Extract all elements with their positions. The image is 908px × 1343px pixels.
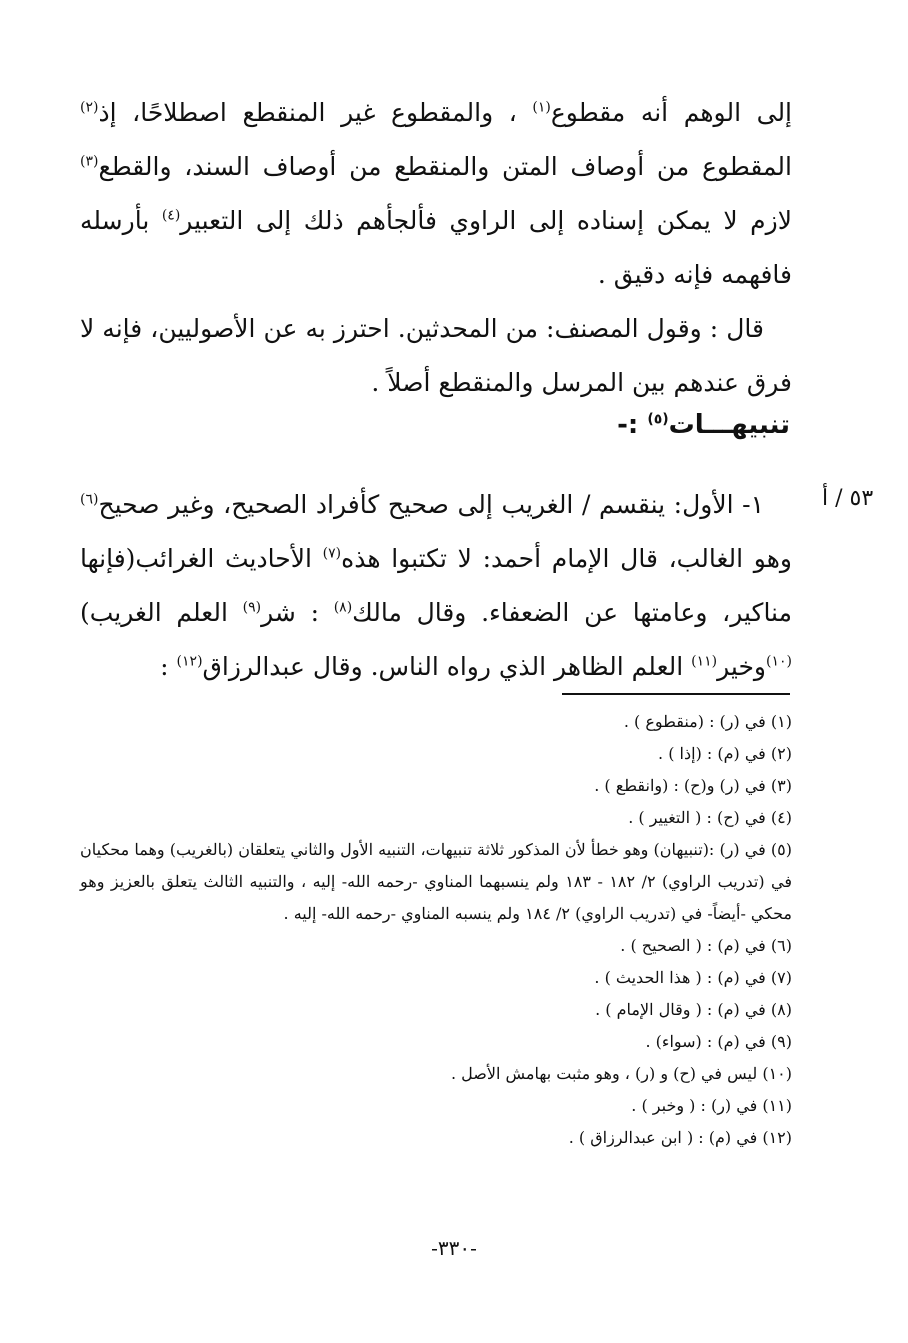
footnote-divider [562, 693, 790, 695]
paragraph-continuation [80, 86, 792, 302]
footnote-ref: (٩) [242, 599, 262, 616]
paragraph-qala [80, 302, 792, 410]
footnote: (١٠) ليس في (ح) و (ر) ، وهو مثبت بهامش الأصل . [450, 1064, 792, 1083]
footnote: (٣) في (ر) و(ح) : (وانقطع ) . [594, 776, 792, 795]
footnote-ref: (١٠) [766, 653, 792, 670]
section-heading: تنبيهـــات$^{(٥)}$ :- [617, 410, 790, 440]
footnotes [80, 706, 792, 1154]
footnote-ref: (١٢) [176, 653, 203, 670]
footnote-ref: (٥) [647, 411, 669, 428]
footnote: (١) في (ر) : (منقطوع ) . [623, 712, 792, 731]
footnote: (٦) في (م) : ( الصحيح ) . [620, 936, 792, 955]
footnote-ref: (١١) [691, 653, 718, 670]
paragraph-2-text: قال : وقول المصنف: من المحدثين. احترز به عن الأصوليين، فإنه لا فرق عندهم بين المرسل والمنقطع أصلاً . [80, 314, 792, 397]
footnote: (١١) في (ر) : ( وخبر ) . [631, 1096, 792, 1115]
footnote: (٧) في (م) : ( هذا الحديث ) . [594, 968, 792, 987]
footnote: (٥) في (ر) :(تنبيهان) وهو خطأ لأن المذكور ثلاثة تنبيهات، التنبيه الأول والثاني يتعلقان (بالغريب) وهما محكيان في (تدريب الراوي) ٢/ ١٨٢ - ١٨٣ ولم ينسبهما المناوي -رحمه الله- إليه ، والتنبيه الثالث يتعلق بالعزيز وهو محكي -أيضاً- في (تدريب الراوي) ٢/ ١٨٤ ولم ينسبه المناوي -رحمه الله- إليه . [80, 840, 793, 923]
footnote-ref: (١) [532, 99, 551, 116]
footnote-ref: (٣) [80, 153, 99, 170]
footnote: (١٢) في (م) : ( ابن عبدالرزاق ) . [568, 1128, 792, 1147]
footnote: (٩) في (م) : (سواء) . [645, 1032, 792, 1051]
paragraph-1-text: إلى الوهم أنه مقطوع$^{(١)}$ ، والمقطوع غير المنقطع اصطلاحًا، إذ$^{(٢)}$ المقطوع من أوصاف المتن والمنقطع من أوصاف السند، والقطع$^{(٣)}$ لازم لا يمكن إسناده إلى الراوي فألجأهم ذلك إلى التعبير$^{(٤)}$ بأرسله فافهمه فإنه دقيق . [80, 98, 793, 289]
footnote: (٢) في (م) : (إذا ) . [658, 744, 792, 763]
footnote-ref: (٢) [80, 99, 99, 116]
paragraph-3-text: ١- الأول: ينقسم / الغريب إلى صحيح كأفراد الصحيح، وغير صحيح$^{(٦)}$ وهو الغالب، قال الإمام أحمد: لا تكتبوا هذه$^{(٧)}$ الأحاديث الغرائب(فإنها مناكير، وعامتها عن الضعفاء. وقال مالك$^{(٨)}$ : شر$^{(٩)}$ العلم الغريب)$^{(١٠)}$وخير$^{(١١)}$ العلم الظاهر الذي رواه الناس. وقال عبدالرزاق$^{(١٢)}$ : [80, 490, 792, 681]
footnote-ref: (٤) [161, 207, 181, 224]
page-number: -٣٣٠- [431, 1236, 477, 1260]
footnote: (٨) في (م) : ( وقال الإمام ) . [595, 1000, 792, 1019]
footnote-ref: (٧) [322, 545, 342, 562]
manuscript-folio-marker: ٥٣ / أ [822, 486, 874, 511]
footnote: (٤) في (ح) : ( التغيير ) . [628, 808, 792, 827]
footnote-ref: (٦) [80, 491, 99, 508]
footnote-ref: (٨) [333, 599, 353, 616]
paragraph-first-note [80, 478, 792, 694]
